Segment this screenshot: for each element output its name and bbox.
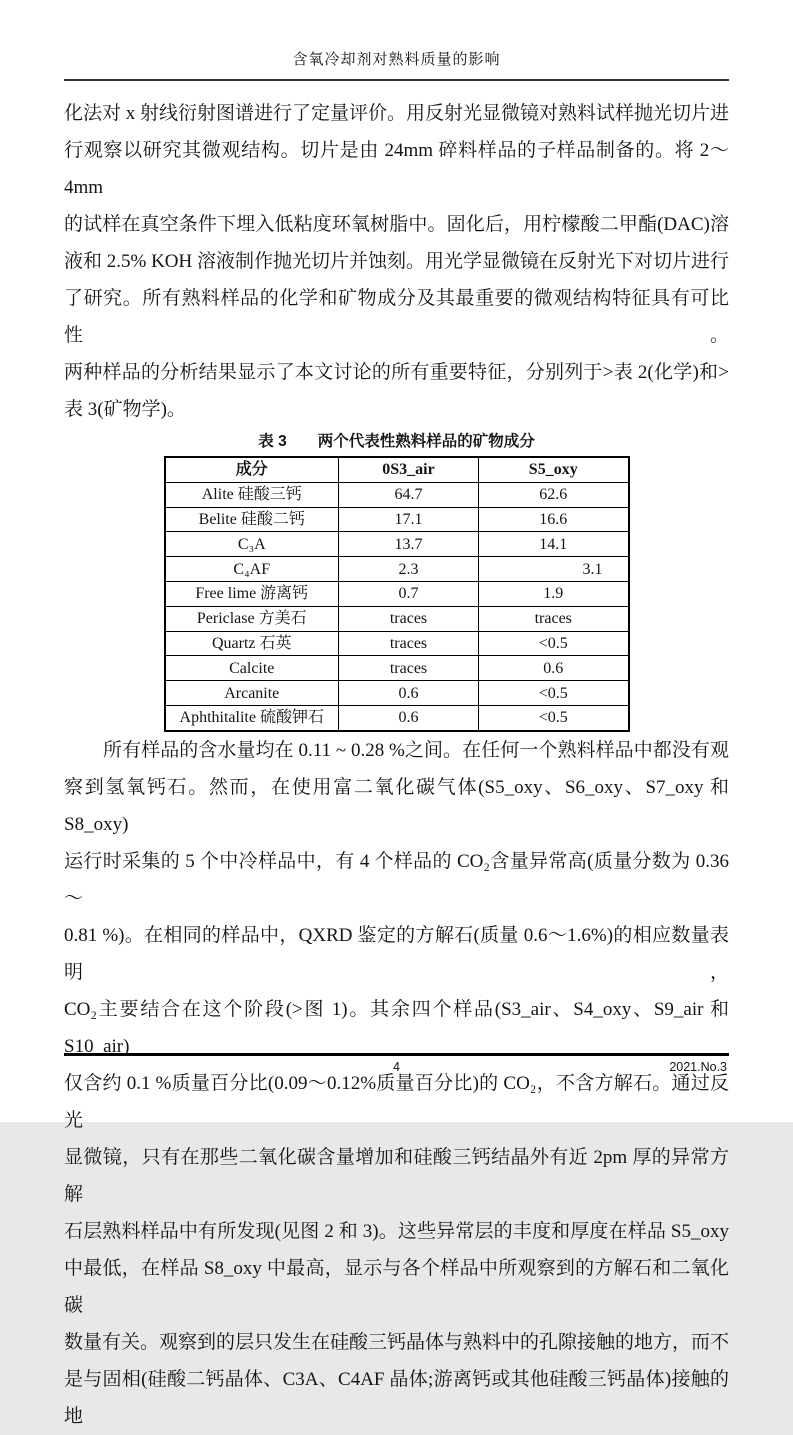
text-line: 所有样品的含水量均在 0.11 ~ 0.28 %之间。在任何一个熟料样品中都没有观 bbox=[103, 739, 729, 761]
table-column-header: 成分 bbox=[165, 457, 339, 482]
value-cell: traces bbox=[479, 606, 629, 631]
table-head bbox=[165, 457, 629, 482]
component-cell: C₄AF bbox=[165, 557, 339, 582]
footer-row bbox=[64, 1056, 729, 1080]
table-row bbox=[165, 681, 629, 706]
table-column-header: S5_oxy bbox=[479, 457, 629, 482]
component-cell: Calcite bbox=[165, 656, 339, 681]
text-line: 显微镜，只有在那些二氧化碳含量增加和硅酸三钙结晶外有近 2pm 厚的异常方解 bbox=[64, 1146, 729, 1205]
value-cell: 17.1 bbox=[339, 507, 479, 532]
table-row bbox=[165, 507, 629, 532]
value-cell: 0.6 bbox=[479, 656, 629, 681]
mineral-composition-table bbox=[164, 456, 630, 732]
value-cell: <0.5 bbox=[479, 631, 629, 656]
text-line: 表 3(矿物学)。 bbox=[64, 399, 186, 420]
text-line: CO₂主要结合在这个阶段(>图 1)。其余四个样品(S3_air、S4_oxy、S9_air 和 S10_air) bbox=[64, 998, 729, 1057]
page-footer bbox=[64, 1053, 729, 1080]
value-cell: 14.1 bbox=[479, 532, 629, 557]
table-row bbox=[165, 482, 629, 507]
component-cell: Aphthitalite 硫酸钾石 bbox=[165, 705, 339, 730]
value-cell: 2.3 bbox=[339, 557, 479, 582]
text-line: 两种样品的分析结果显示了本文讨论的所有重要特征，分别列于>表 2(化学)和> bbox=[64, 362, 729, 383]
value-cell: 62.6 bbox=[479, 482, 629, 507]
component-cell: Quartz 石英 bbox=[165, 631, 339, 656]
value-cell: <0.5 bbox=[479, 705, 629, 730]
paragraph-1 bbox=[64, 95, 729, 428]
value-cell: traces bbox=[339, 656, 479, 681]
value-cell: 0.7 bbox=[339, 581, 479, 606]
running-head-title: 含氧冷却剂对熟料质量的影响 bbox=[292, 52, 501, 68]
text-line: 液和 2.5% KOH 溶液制作抛光切片并蚀刻。用光学显微镜在反射光下对切片进行 bbox=[64, 251, 729, 272]
text-line: 0.81 %)。在相同的样品中，QXRD 鉴定的方解石(质量 0.6～1.6%)的相应数量表明， bbox=[64, 924, 729, 983]
component-cell: Free lime 游离钙 bbox=[165, 581, 339, 606]
table-header-row bbox=[165, 457, 629, 482]
table-row bbox=[165, 705, 629, 730]
text-line: 石层熟料样品中有所发现(见图 2 和 3)。这些异常层的丰度和厚度在样品 S5_oxy bbox=[64, 1220, 729, 1242]
component-cell: Alite 硅酸三钙 bbox=[165, 482, 339, 507]
table-row bbox=[165, 631, 629, 656]
value-cell: 3.1 bbox=[479, 557, 629, 582]
component-cell: Arcanite bbox=[165, 681, 339, 706]
paragraph-2 bbox=[64, 732, 729, 1435]
table-row bbox=[165, 581, 629, 606]
component-cell: C₃A bbox=[165, 532, 339, 557]
value-cell: 16.6 bbox=[479, 507, 629, 532]
text-line: 中最低，在样品 S8_oxy 中最高，显示与各个样品中所观察到的方解石和二氧化碳 bbox=[64, 1257, 729, 1316]
text-line: 是与固相(硅酸二钙晶体、C3A、C4AF 晶体;游离钙或其他硅酸三钙晶体)接触的地 bbox=[64, 1368, 729, 1427]
text-line: 仅含约 0.1 %质量百分比(0.09～0.12%质量百分比)的 CO₂，不含方解石。通过反光 bbox=[64, 1072, 729, 1131]
value-cell: 1.9 bbox=[479, 581, 629, 606]
table-row bbox=[165, 656, 629, 681]
value-cell: 0.6 bbox=[339, 705, 479, 730]
value-cell: traces bbox=[339, 606, 479, 631]
text-line: 行观察以研究其微观结构。切片是由 24mm 碎料样品的子样品制备的。将 2～4mm bbox=[64, 140, 729, 198]
value-cell: 13.7 bbox=[339, 532, 479, 557]
value-cell: traces bbox=[339, 631, 479, 656]
component-cell: Periclase 方美石 bbox=[165, 606, 339, 631]
table-column-header: 0S3_air bbox=[339, 457, 479, 482]
page-number: 4 bbox=[393, 1060, 400, 1074]
text-line: 化法对 x 射线衍射图谱进行了定量评价。用反射光显微镜对熟料试样抛光切片进 bbox=[64, 103, 730, 124]
page-header bbox=[64, 0, 729, 81]
value-cell: <0.5 bbox=[479, 681, 629, 706]
table-body bbox=[165, 482, 629, 730]
table-row bbox=[165, 532, 629, 557]
issue-label: 2021.No.3 bbox=[669, 1060, 727, 1074]
component-cell: Belite 硅酸二钙 bbox=[165, 507, 339, 532]
page-body bbox=[64, 81, 729, 1435]
text-line: 察到氢氧钙石。然而，在使用富二氧化碳气体(S5_oxy、S6_oxy、S7_oxy 和 S8_oxy) bbox=[64, 776, 729, 835]
text-line: 数量有关。观察到的层只发生在硅酸三钙晶体与熟料中的孔隙接触的地方，而不 bbox=[64, 1331, 730, 1353]
text-line: 了研究。所有熟料样品的化学和矿物成分及其最重要的微观结构特征具有可比性。 bbox=[64, 288, 729, 346]
text-line: 运行时采集的 5 个中冷样品中，有 4 个样品的 CO₂含量异常高(质量分数为 0.36～ bbox=[64, 850, 729, 909]
value-cell: 0.6 bbox=[339, 681, 479, 706]
table-row bbox=[165, 606, 629, 631]
table-row bbox=[165, 557, 629, 582]
table-caption: 表 3 两个代表性熟料样品的矿物成分 bbox=[258, 433, 535, 450]
value-cell: 64.7 bbox=[339, 482, 479, 507]
text-line: 的试样在真空条件下埋入低粘度环氧树脂中。固化后，用柠檬酸二甲酯(DAC)溶 bbox=[64, 214, 729, 235]
